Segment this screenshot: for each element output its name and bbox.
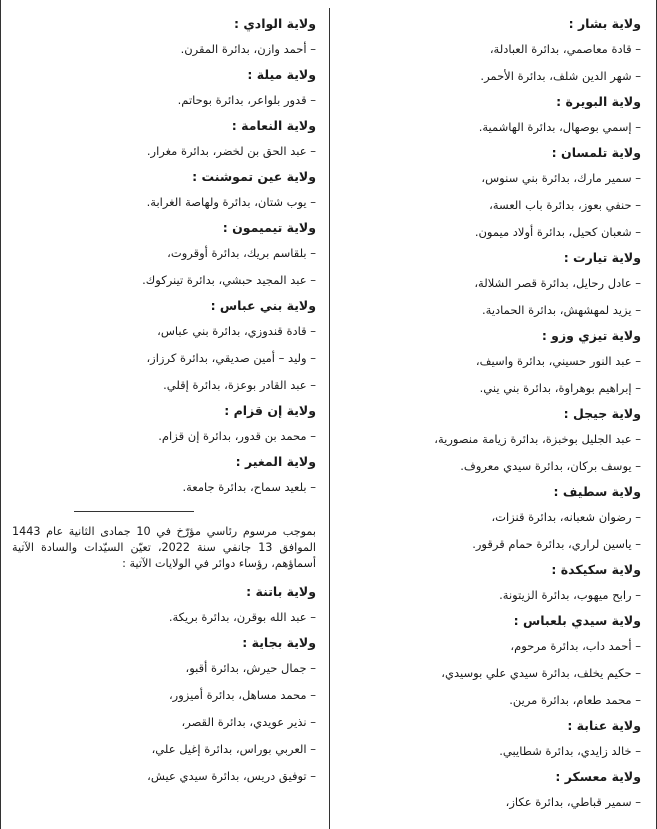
- wilaya-heading: ولاية بشار :: [568, 16, 641, 31]
- wilaya-section: [12, 631, 316, 790]
- appointee-entry: – عبد الله بوقرن، بدائرة بريكة.: [168, 610, 316, 624]
- appointee-entry: – نذير عويدي، بدائرة القصر،: [181, 715, 316, 729]
- wilaya-section: [12, 580, 316, 631]
- wilaya-section: [340, 324, 641, 402]
- wilaya-section: [12, 63, 316, 114]
- wilaya-section: [12, 12, 316, 63]
- left-column-top-sections: [12, 12, 316, 501]
- appointee-entry: – حنفي بعوز، بدائرة باب العسة،: [489, 198, 641, 212]
- wilaya-section: [340, 141, 641, 246]
- appointee-entry: – يوسف بركان، بدائرة سيدي معروف.: [460, 459, 641, 473]
- appointee-entry: – محمد مساهل، بدائرة أميزور،: [168, 688, 316, 702]
- appointee-entry: – عبد الجليل بوخبزة، بدائرة زيامة منصورية،: [434, 432, 641, 446]
- wilaya-section: [340, 609, 641, 714]
- appointee-entry: – بلعيد سماح، بدائرة جامعة.: [182, 480, 316, 494]
- wilaya-heading: ولاية تيميمون :: [222, 220, 316, 235]
- wilaya-heading: ولاية عنابة :: [567, 718, 641, 733]
- appointee-entry: – سمير مارك، بدائرة بني سنوس،: [481, 171, 641, 185]
- left-column-bottom-sections: [12, 580, 316, 790]
- wilaya-heading: ولاية ميلة :: [247, 67, 316, 82]
- wilaya-section: [12, 114, 316, 165]
- wilaya-heading: ولاية الوادي :: [233, 16, 316, 31]
- appointee-entry: – وليد – أمين صديقي، بدائرة كرزاز،: [146, 351, 316, 365]
- appointee-entry: – رابح ميهوب، بدائرة الزيتونة.: [499, 588, 641, 602]
- left-column: [12, 12, 320, 790]
- appointee-entry: – العربي بوراس، بدائرة إغيل علي،: [151, 742, 316, 756]
- wilaya-heading: ولاية تيزي وزو :: [541, 328, 641, 343]
- appointee-entry: – يزيد لمهشهش، بدائرة الحمادية.: [482, 303, 641, 317]
- wilaya-section: [12, 294, 316, 399]
- appointee-entry: – محمد بن قدور، بدائرة إن قزام.: [158, 429, 316, 443]
- appointee-entry: – خالد زايدي، بدائرة شطايبي.: [499, 744, 641, 758]
- appointee-entry: – جمال حيرش، بدائرة أقبو،: [185, 661, 316, 675]
- wilaya-heading: ولاية معسكر :: [555, 769, 641, 784]
- appointee-entry: – أحمد داب، بدائرة مرحوم،: [510, 639, 641, 653]
- wilaya-heading: ولاية تيارت :: [563, 250, 641, 265]
- appointee-entry: – حكيم يخلف، بدائرة سيدي علي بوسيدي،: [441, 666, 641, 680]
- wilaya-section: [12, 399, 316, 450]
- wilaya-heading: ولاية سطيف :: [553, 484, 641, 499]
- wilaya-heading: ولاية البويرة :: [556, 94, 641, 109]
- appointee-entry: – بلقاسم بريك، بدائرة أوقروت،: [167, 246, 316, 260]
- wilaya-section: [12, 450, 316, 501]
- appointee-entry: – قدور بلواعر، بدائرة بوحاتم.: [177, 93, 316, 107]
- wilaya-section: [340, 246, 641, 324]
- wilaya-heading: ولاية تلمسان :: [551, 145, 641, 160]
- appointee-entry: – عبد النور حسيني، بدائرة واسيف،: [475, 354, 641, 368]
- decree-paragraph: بموجب مرسوم رئاسي مؤرّخ في 10 جمادى الثانية عام 1443 الموافق 13 جانفي سنة 2022، تعيّن السيّدات والسادة الآتية أسماؤهم، رؤساء دوائر في الولايات الآتية :: [12, 525, 316, 570]
- wilaya-section: [340, 402, 641, 480]
- appointee-entry: – إسمي بوصهال، بدائرة الهاشمية.: [478, 120, 641, 134]
- wilaya-section: [340, 12, 641, 90]
- separator-rule: [74, 511, 194, 512]
- appointee-entry: – عادل رحايل، بدائرة قصر الشلالة،: [474, 276, 641, 290]
- appointee-entry: – محمد طعام، بدائرة مرين.: [509, 693, 641, 707]
- wilaya-heading: ولاية عين تموشنت :: [192, 169, 316, 184]
- wilaya-section: [12, 165, 316, 216]
- wilaya-heading: ولاية بني عباس :: [210, 298, 316, 313]
- appointee-entry: – عبد القادر بوعزة، بدائرة إقلي.: [163, 378, 316, 392]
- wilaya-section: [340, 714, 641, 765]
- appointee-entry: – رضوان شعبانه، بدائرة قنزات،: [491, 510, 641, 524]
- appointee-entry: – إبراهيم بوهراوة، بدائرة بني يني.: [479, 381, 641, 395]
- appointee-entry: – أحمد وازن، بدائرة المقرن.: [180, 42, 316, 56]
- wilaya-heading: ولاية النعامة :: [231, 118, 316, 133]
- appointee-entry: – قادة معاصمي، بدائرة العبادلة،: [489, 42, 641, 56]
- column-divider: [329, 8, 330, 829]
- appointee-entry: – عبد الحق بن لخضر، بدائرة مغرار.: [146, 144, 316, 158]
- right-column: [340, 12, 645, 816]
- appointee-entry: – قادة قندوزي، بدائرة بني عباس،: [157, 324, 316, 338]
- wilaya-section: [340, 480, 641, 558]
- wilaya-heading: ولاية بجاية :: [242, 635, 316, 650]
- wilaya-heading: ولاية إن قزام :: [224, 403, 316, 418]
- wilaya-heading: ولاية سكيكدة :: [551, 562, 641, 577]
- appointee-entry: – يوب شتان، بدائرة ولهاصة الغرابة.: [146, 195, 316, 209]
- appointee-entry: – ياسين لراري، بدائرة حمام قرقور.: [472, 537, 641, 551]
- appointee-entry: – شهر الدين شلف، بدائرة الأحمر.: [480, 69, 641, 83]
- appointee-entry: – سمير قباطي، بدائرة عكاز،: [505, 795, 641, 809]
- wilaya-heading: ولاية سيدي بلعباس :: [513, 613, 641, 628]
- wilaya-heading: ولاية المغير :: [235, 454, 316, 469]
- wilaya-section: [340, 765, 641, 816]
- wilaya-section: [340, 558, 641, 609]
- wilaya-section: [12, 216, 316, 294]
- appointee-entry: – شعبان كحيل، بدائرة أولاد ميمون.: [474, 225, 641, 239]
- wilaya-section: [340, 90, 641, 141]
- appointee-entry: – توفيق دريس، بدائرة سيدي عيش،: [147, 769, 316, 783]
- appointee-entry: – عبد المجيد حبشي، بدائرة تينركوك.: [142, 273, 316, 287]
- wilaya-heading: ولاية جيجل :: [563, 406, 641, 421]
- wilaya-heading: ولاية باتنة :: [246, 584, 316, 599]
